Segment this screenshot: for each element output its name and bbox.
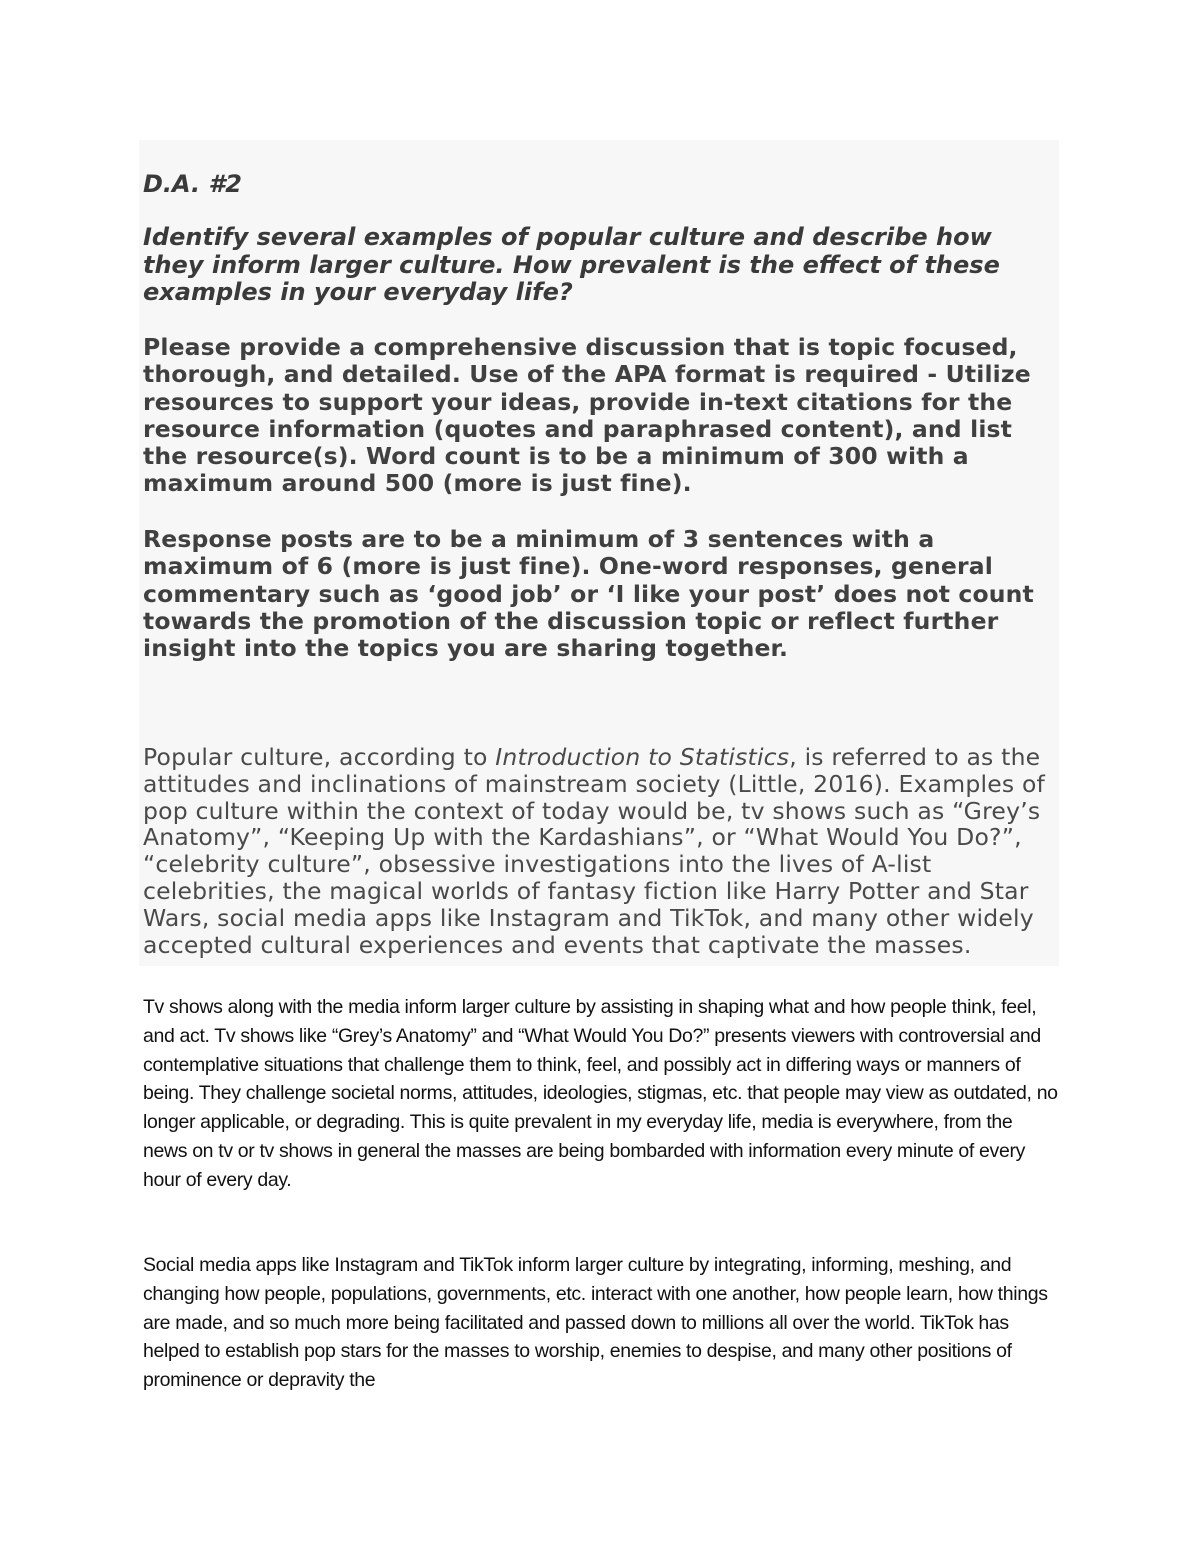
assignment-heading: D.A. #2 <box>143 170 242 198</box>
intro-lead: Popular culture, according to <box>143 743 496 771</box>
tv-shows-paragraph: Tv shows along with the media inform larger culture by assisting in shaping what and how people think, feel, and act. Tv shows like “Grey’s Anatomy” and “What Would You Do?” presents viewers with controversial and contemplative situations that challenge them to think, feel, and possibly act in differing ways or manners of being. They challenge societal norms, attitudes, ideologies, stigmas, etc. that people may view as outdated, no longer applicable, or degrading. This is quite prevalent in my everyday life, media is everywhere, from the news on tv or tv shows in general the masses are being bombarded with information every minute of every hour of every day. <box>143 996 1058 1191</box>
social-media-paragraph: Social media apps like Instagram and TikTok inform larger culture by integrating, informing, meshing, and changing how people, populations, governments, etc. interact with one another, how people learn, how things are made, and so much more being facilitated and passed down to millions all over the world. TikTok has helped to establish pop stars for the masses to worship, enemies to despise, and many other positions of prominence or depravity the <box>143 1254 1048 1392</box>
prompt-instructions: Please provide a comprehensive discussion that is topic focused, thorough, and detailed. Use of the APA format is required - Utilize resources to support your ideas, provide in-text citations for the resource information (quotes and paraphrased content), and list the resource(s). Word count is to be a minimum of 300 with a maximum around 500 (more is just fine). <box>143 333 1031 498</box>
response-post-rules: Response posts are to be a minimum of 3 sentences with a maximum of 6 (more is just fine). One-word responses, general commentary such as ‘good job’ or ‘I like your post’ does not count towards the promotion of the discussion topic or reflect further insight into the topics you are sharing together. <box>143 525 1034 663</box>
source-title: Introduction to Statistics <box>495 743 790 771</box>
prompt-question: Identify several examples of popular culture and describe how they inform larger culture. How prevalent is the effect of these examples in your everyday life? <box>143 223 1000 306</box>
intro-rest: , is referred to as the attitudes and inclinations of mainstream society (Little, 2016). Examples of pop culture within the context of today would be, tv shows such as “Grey’s Anatomy”, “Keeping Up with the Kardashians”, or “What Would You Do?”, “celebrity culture”, obsessive investigations into the lives of A-list celebrities, the magical worlds of fantasy fiction like Harry Potter and Star Wars, social media apps like Instagram and TikTok, and many other widely accepted cultural experiences and events that captivate the masses. <box>143 743 1046 959</box>
answer-intro-paragraph <box>143 744 1058 958</box>
